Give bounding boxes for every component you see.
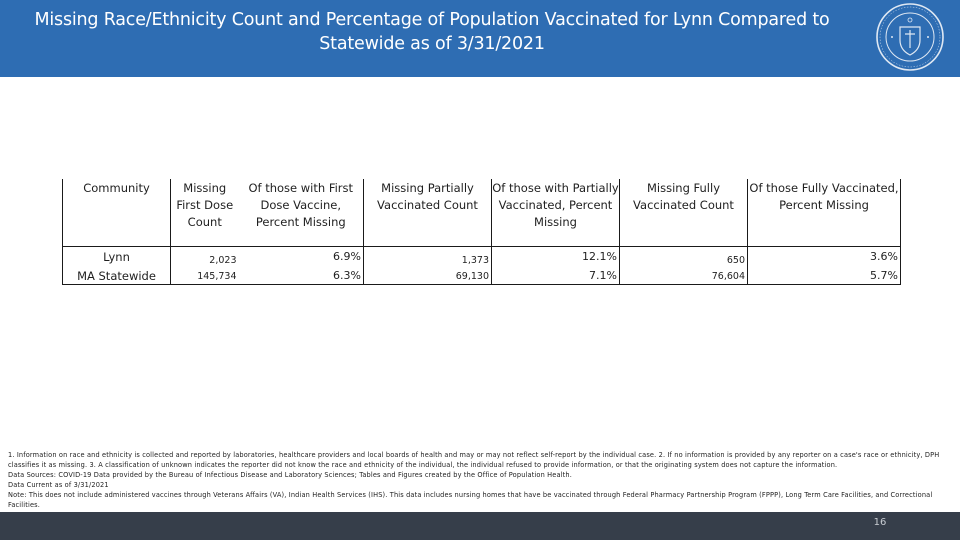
- table-cell: 7.1%: [492, 268, 620, 285]
- table-cell: 2,023: [209, 254, 237, 266]
- table-cell: 650: [620, 246, 748, 268]
- page-title-line-1: Missing Race/Ethnicity Count and Percentage of Population Vaccinated for Lynn Compared to: [34, 10, 830, 30]
- massachusetts-dph-seal-icon: [874, 0, 946, 74]
- table-cell: MA Statewide: [63, 268, 171, 285]
- table-cell: 6.3%: [239, 268, 364, 285]
- table-cell: 5.7%: [748, 268, 901, 285]
- column-header-community: Community: [63, 179, 171, 246]
- footnote-data-sources: Data Sources: COVID-19 Data provided by the Bureau of Infectious Disease and Laboratory Sciences; Tables and Figures created by the Office of Population Health.: [8, 471, 572, 479]
- table-cell: 1,373: [364, 246, 492, 268]
- column-header-fully-vaccinated-percent-missing: Of those Fully Vaccinated, Percent Missing: [748, 179, 901, 246]
- table-header-row: [63, 179, 901, 246]
- vaccination-missing-data-table: [62, 179, 901, 285]
- title-banner: [0, 0, 960, 77]
- footnote-note: Note: This does not include administered vaccines through Veterans Affairs (VA), Indian Health Services (IHS). This data includes nursing homes that have be vaccinated through Federal Pharmacy Partnership Program (FPPP), Long Term Care Facilities, and Correctional Facilities.: [8, 491, 933, 509]
- column-header-partially-vaccinated-percent-missing: Of those with Partially Vaccinated, Percent Missing: [492, 179, 620, 246]
- table-cell: 76,604: [620, 268, 748, 285]
- table-cell: 3.6%: [748, 246, 901, 268]
- footnote-definitions: 1. Information on race and ethnicity is collected and reported by laboratories, healthcare providers and local boards of health and may or may not reflect self-report by the individual case. 2. If no information is provided by any reporter on a case's race or ethnicity, DPH classifies it as missing. 3. A classification of unknown indicates the reporter did not know the race and ethnicity of the individual, the individual refused to provide information, or that the originating system does not capture the information.: [8, 451, 940, 469]
- column-header-missing-partially-vaccinated-count: Missing Partially Vaccinated Count: [364, 179, 492, 246]
- page-number: 16: [873, 517, 887, 528]
- table-cell: 12.1%: [492, 246, 620, 268]
- table-row: [63, 246, 901, 268]
- page-title: [0, 8, 864, 56]
- table-row: [63, 268, 901, 285]
- page-title-line-2: Statewide as of 3/31/2021: [319, 34, 545, 54]
- footer-bar: [0, 512, 960, 540]
- column-header-first-dose-percent-missing: Of those with First Dose Vaccine, Percent Missing: [239, 179, 364, 246]
- table-cell: Lynn: [63, 246, 171, 268]
- footnotes: [8, 450, 952, 510]
- table-cell: 69,130: [364, 268, 492, 285]
- column-header-missing-first-dose-count: Missing First Dose Count: [171, 179, 239, 246]
- column-header-missing-fully-vaccinated-count: Missing Fully Vaccinated Count: [620, 179, 748, 246]
- footnote-data-current: Data Current as of 3/31/2021: [8, 481, 109, 489]
- table-cell: 6.9%: [239, 246, 364, 268]
- table-cell: 145,734: [171, 268, 239, 285]
